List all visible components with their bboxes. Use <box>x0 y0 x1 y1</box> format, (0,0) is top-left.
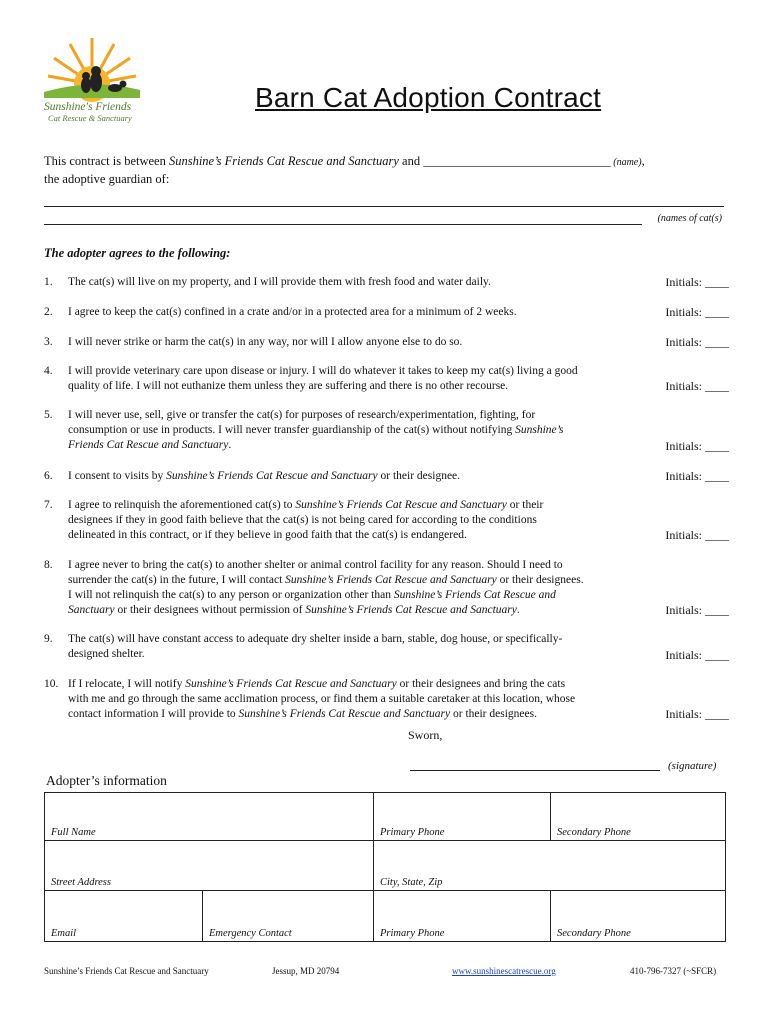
term-text: or their designees. <box>450 708 537 720</box>
term-text: I agree to keep the cat(s) confined in a crate and/or in a protected area for a minimum of 2 weeks. <box>68 306 517 318</box>
intro-lead: This contract is between <box>44 154 169 168</box>
cat-names-line-1[interactable] <box>44 206 724 207</box>
emergency-contact-field[interactable] <box>203 891 374 941</box>
term-number: 4. <box>44 365 53 377</box>
term-text: The cat(s) will live on my property, and I will provide them with fresh food and water daily. <box>68 276 491 288</box>
sworn-label: Sworn, <box>408 728 443 742</box>
full-name-label: Full Name <box>51 827 96 838</box>
term-text: surrender the cat(s) in the future, I will contact <box>68 574 286 586</box>
term-text: I will never use, sell, give or transfer the cat(s) for purposes of research/experimentation, fighting, for <box>68 409 536 421</box>
svg-text:Cat Rescue & Sanctuary: Cat Rescue & Sanctuary <box>48 113 132 123</box>
org-name: Sunshine’s <box>515 424 564 436</box>
sun-with-cats-logo-icon <box>40 32 144 128</box>
initials-field[interactable]: Initials: ____ <box>665 305 729 319</box>
intro-line2: the adoptive guardian of: <box>44 172 170 186</box>
term-text: I will never strike or harm the cat(s) in any way, nor will I allow anyone else to do so. <box>68 336 463 348</box>
footer-website-link[interactable]: www.sunshinescatrescue.org <box>452 966 556 976</box>
term-item-5 <box>44 408 729 454</box>
guardian-name-blank[interactable]: and ______________________________ <box>398 154 611 168</box>
emergency-contact-label: Emergency Contact <box>209 928 292 939</box>
initials-field[interactable]: Initials: ____ <box>665 379 729 393</box>
term-text: I will provide veterinary care upon disease or injury. I will do whatever it takes to keep my cat(s) living a good <box>68 365 578 377</box>
name-label: (name) <box>610 157 642 168</box>
initials-field[interactable]: Initials: ____ <box>665 528 729 542</box>
term-text: designees if they in good faith believe that the cat(s) is not being cared for according to the conditions <box>68 514 537 526</box>
term-number: 5. <box>44 409 53 421</box>
term-text: . <box>516 604 520 616</box>
term-text: I agree to relinquish the aforementioned cat(s) to <box>68 499 296 511</box>
term-number: 8. <box>44 559 53 571</box>
adopter-info-heading: Adopter’s information <box>46 773 167 788</box>
secondary-phone-field[interactable] <box>551 793 725 841</box>
city-state-zip-field[interactable] <box>374 841 725 891</box>
adopter-info-table <box>44 792 726 942</box>
org-name: Sunshine’s Friends Cat Rescue and Sanctuary <box>238 708 451 720</box>
svg-text:Sunshine's Friends: Sunshine's Friends <box>44 101 132 113</box>
term-text: or their designees. <box>496 574 584 586</box>
org-name: Sunshine’s Friends Cat Rescue and Sanctuary <box>285 574 497 586</box>
primary-phone-label: Primary Phone <box>380 827 445 838</box>
org-name: Sunshine’s Friends Cat Rescue and <box>393 589 556 601</box>
org-name: Sanctuary <box>68 604 115 616</box>
initials-field[interactable]: Initials: ____ <box>665 648 729 662</box>
initials-field[interactable]: Initials: ____ <box>665 275 729 289</box>
page-title: Barn Cat Adoption Contract <box>255 82 602 113</box>
term-text: The cat(s) will have constant access to adequate dry shelter inside a barn, stable, dog house, or specifically- <box>68 633 563 645</box>
primary-phone-field[interactable] <box>374 793 551 841</box>
term-text: or their designee. <box>377 470 461 482</box>
term-text: I agree never to bring the cat(s) to another shelter or animal control facility for any reason. Should I need to <box>68 559 563 571</box>
term-item-8 <box>44 558 729 620</box>
term-text: or their <box>506 499 544 511</box>
term-number: 10. <box>44 678 59 690</box>
contract-intro <box>44 153 734 188</box>
email-label: Email <box>51 928 77 939</box>
initials-field[interactable]: Initials: ____ <box>665 603 729 617</box>
term-text: or their designees and bring the cats <box>396 678 566 690</box>
signature-line[interactable] <box>410 770 660 771</box>
term-text: with me and go through the same acclimation process, or find them a suitable caretaker at this location, whose <box>68 693 576 705</box>
initials-field[interactable]: Initials: ____ <box>665 707 729 721</box>
term-number: 6. <box>44 470 53 482</box>
org-name: Sunshine’s Friends Cat Rescue and Sanctuary <box>295 499 507 511</box>
intro-org: Sunshine’s Friends Cat Rescue and Sanctuary <box>168 154 399 168</box>
term-text: consumption or use in products. I will never transfer guardianship of the cat(s) without notifying <box>68 424 516 436</box>
footer-org: Sunshine’s Friends Cat Rescue and Sanctuary <box>44 966 209 976</box>
street-address-label: Street Address <box>51 877 111 888</box>
city-state-zip-label: City, State, Zip <box>380 877 443 888</box>
term-text: I consent to visits by <box>68 470 167 482</box>
term-item-9 <box>44 632 729 664</box>
full-name-field[interactable] <box>45 793 374 841</box>
cat-names-label: (names of cat(s) <box>657 213 722 224</box>
intro-comma: , <box>641 154 645 168</box>
footer-location: Jessup, MD 20794 <box>272 966 340 976</box>
term-text: If I relocate, I will notify <box>68 678 186 690</box>
agree-heading: The adopter agrees to the following: <box>44 246 231 260</box>
email-field[interactable] <box>45 891 203 941</box>
emergency-secondary-phone-field[interactable] <box>551 891 725 941</box>
term-number: 2. <box>44 306 53 318</box>
emergency-primary-phone-field[interactable] <box>374 891 551 941</box>
street-address-field[interactable] <box>45 841 374 891</box>
term-text: quality of life. I will not euthanize them unless they are suffering and there is no other recourse. <box>68 380 509 392</box>
signature-label: (signature) <box>668 760 717 772</box>
term-item-4 <box>44 364 729 396</box>
initials-field[interactable]: Initials: ____ <box>665 469 729 483</box>
term-text: delineated in this contract, or if they believe in good faith that the cat(s) is endangered. <box>68 529 467 541</box>
term-text: or their designees without permission of <box>114 604 306 616</box>
term-number: 3. <box>44 336 53 348</box>
org-name: Friends Cat Rescue and Sanctuary <box>68 439 229 451</box>
secondary-phone-label: Secondary Phone <box>557 928 631 939</box>
org-name: Sunshine’s Friends Cat Rescue and Sanctuary <box>305 604 517 616</box>
term-number: 7. <box>44 499 53 511</box>
org-logo <box>40 32 144 128</box>
initials-field[interactable]: Initials: ____ <box>665 439 729 453</box>
initials-field[interactable]: Initials: ____ <box>665 335 729 349</box>
primary-phone-label: Primary Phone <box>380 928 445 939</box>
term-number: 1. <box>44 276 53 288</box>
term-number: 9. <box>44 633 53 645</box>
term-item-10 <box>44 677 729 723</box>
term-text: . <box>228 439 232 451</box>
secondary-phone-label: Secondary Phone <box>557 827 631 838</box>
term-text: I will not relinquish the cat(s) to any person or organization other than <box>68 589 394 601</box>
term-text: designed shelter. <box>68 648 145 660</box>
org-name: Sunshine’s Friends Cat Rescue and Sanctuary <box>185 678 397 690</box>
footer-phone: 410-796-7327 (~SFCR) <box>630 966 717 976</box>
term-text: contact information I will provide to <box>68 708 239 720</box>
org-name: Sunshine’s Friends Cat Rescue and Sanctuary <box>166 470 378 482</box>
term-item-7 <box>44 498 729 544</box>
cat-names-line-2[interactable] <box>44 224 642 225</box>
